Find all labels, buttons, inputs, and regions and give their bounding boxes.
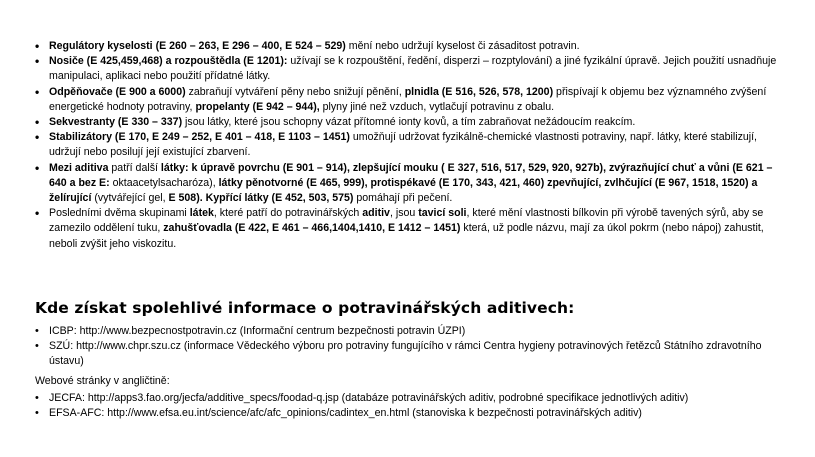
- text-run: , které mění vlastnosti bílkovin při výrobě tavených sýrů, aby se zamezilo oddělení tuku,: [49, 207, 764, 235]
- text-run: , které patří do potravinářských: [213, 207, 363, 220]
- source-szu[interactable]: • SZÚ: http://www.chpr.szu.cz (informace Vědeckého výboru pro potraviny fungujícího v rámci Centra hygieny potravinových řetězců Státního zdravotního ústavu): [0, 339, 815, 369]
- text-run: patří další: [108, 161, 161, 174]
- sources-heading: Kde získat spolehlivé informace o potravinářských aditivech:: [35, 299, 575, 317]
- bold-text-run: Stabilizátory (E 170, E 249 – 252, E 401 – 418, E 1103 – 1451): [49, 131, 350, 144]
- bold-text-run: Regulátory kyselosti (E 260 – 263, E 296 – 400, E 524 – 529): [49, 40, 346, 52]
- text-run: , jsou: [389, 207, 419, 220]
- text-run: oktaacetylsacharóza),: [109, 176, 219, 189]
- bullet-carriers-solvents: [0, 54, 815, 84]
- text-run: jsou látky, které jsou schopny vázat přítomné ionty kovů, a tím zabraňovat nežádoucím reakcím.: [182, 116, 636, 129]
- bold-text-run: plnidla (E 516, 526, 578, 1200): [404, 85, 554, 98]
- source-jecfa[interactable]: • JECFA: http://apps3.fao.org/jecfa/additive_specs/foodad-q.jsp (databáze potravinářských aditiv, podrobné specifikace jednotlivých aditiv): [0, 391, 815, 406]
- source-icbp[interactable]: • ICBP: http://www.bezpecnostpotravin.cz (Informační centrum bezpečnosti potravin ÚZPI): [0, 324, 815, 339]
- bold-text-run: látky: k úpravě povrchu (E 901 – 914), zlepšující mouku ( E 327, 516, 517, 529, 920, 927b), zvýrazňující chuť a vůni (E 621 – 640 a bez E:: [49, 161, 773, 189]
- source-efsa-afc[interactable]: • EFSA-AFC: http://www.efsa.eu.int/science/afc/afc_opinions/cadintex_en.html (stanoviska k bezpečnosti potravinářských aditiv): [0, 406, 815, 421]
- bold-text-run: látky pěnotvorné (E 465, 999), protispékavé (E 170, 343, 421, 460) zpevňující, zvlhčující (E 967, 1518, 1520) a želírující: [49, 176, 758, 205]
- bullet-melting-salts-thickeners: [0, 206, 815, 252]
- text-run: užívají se k rozpouštění, ředění, disperzi – rozptylování) a jiné fyzikální úpravě. Jejich použití usnadňuje manipulaci, aplikaci nebo použití přídatné látky.: [49, 55, 777, 83]
- additive-bullet-list: [0, 39, 815, 252]
- text-run: která, už podle názvu, mají za úkol pokrm (nebo nápoj) zahustit, neboli zvýšit jeho viskozitu.: [49, 222, 764, 250]
- bullet-sequestrants: [0, 115, 815, 130]
- text-run: mění nebo udržují kyselost či zásaditost potravin.: [345, 40, 580, 52]
- text-run: (vytvářející gel,: [91, 192, 169, 205]
- bold-text-run: látek: [189, 207, 214, 220]
- bold-text-run: zahušťovadla (E 422, E 461 – 466,1404,1410, E 1412 – 1451): [163, 222, 461, 235]
- text-run: plyny jiné než vzduch, vytlačují potravinu z obalu.: [319, 100, 555, 113]
- bold-text-run: aditiv: [362, 207, 390, 220]
- english-source-list: [0, 391, 815, 421]
- bullet-stabilizers: [0, 130, 815, 160]
- bullet-other-additives: [0, 161, 815, 207]
- bold-text-run: Nosiče (E 425,459,468) a rozpouštědla (E 1201):: [49, 55, 288, 68]
- text-run: Posledními dvěma skupinami: [49, 207, 190, 220]
- text-run: umožňují udržovat fyzikálně-chemické vlastnosti potraviny, např. látky, které stabilizují, udržují nebo posilují její existující zbarvení.: [49, 131, 757, 159]
- bullet-acidity-regulators: [0, 39, 815, 54]
- text-run: přispívají k objemu bez významného zvýšení energetické hodnoty potraviny,: [49, 85, 767, 113]
- bullet-antifoaming-bulking-propellants: [0, 85, 815, 115]
- czech-source-list: [0, 324, 815, 370]
- text-run: pomáhají při pečení.: [353, 192, 453, 205]
- bold-text-run: propelanty (E 942 – 944),: [195, 100, 320, 113]
- bold-text-run: Mezi aditiva: [49, 161, 109, 174]
- bold-text-run: Sekvestranty (E 330 – 337): [49, 116, 183, 129]
- text-run: zabraňují vytváření pěny nebo snižují pěnění,: [185, 85, 405, 98]
- bold-text-run: E 508). Kypřící látky (E 452, 503, 575): [168, 192, 354, 205]
- english-sites-label: Webové stránky v angličtině:: [35, 375, 170, 387]
- bold-text-run: tavicí soli: [418, 207, 467, 220]
- bold-text-run: Odpěňovače (E 900 a 6000): [49, 85, 186, 98]
